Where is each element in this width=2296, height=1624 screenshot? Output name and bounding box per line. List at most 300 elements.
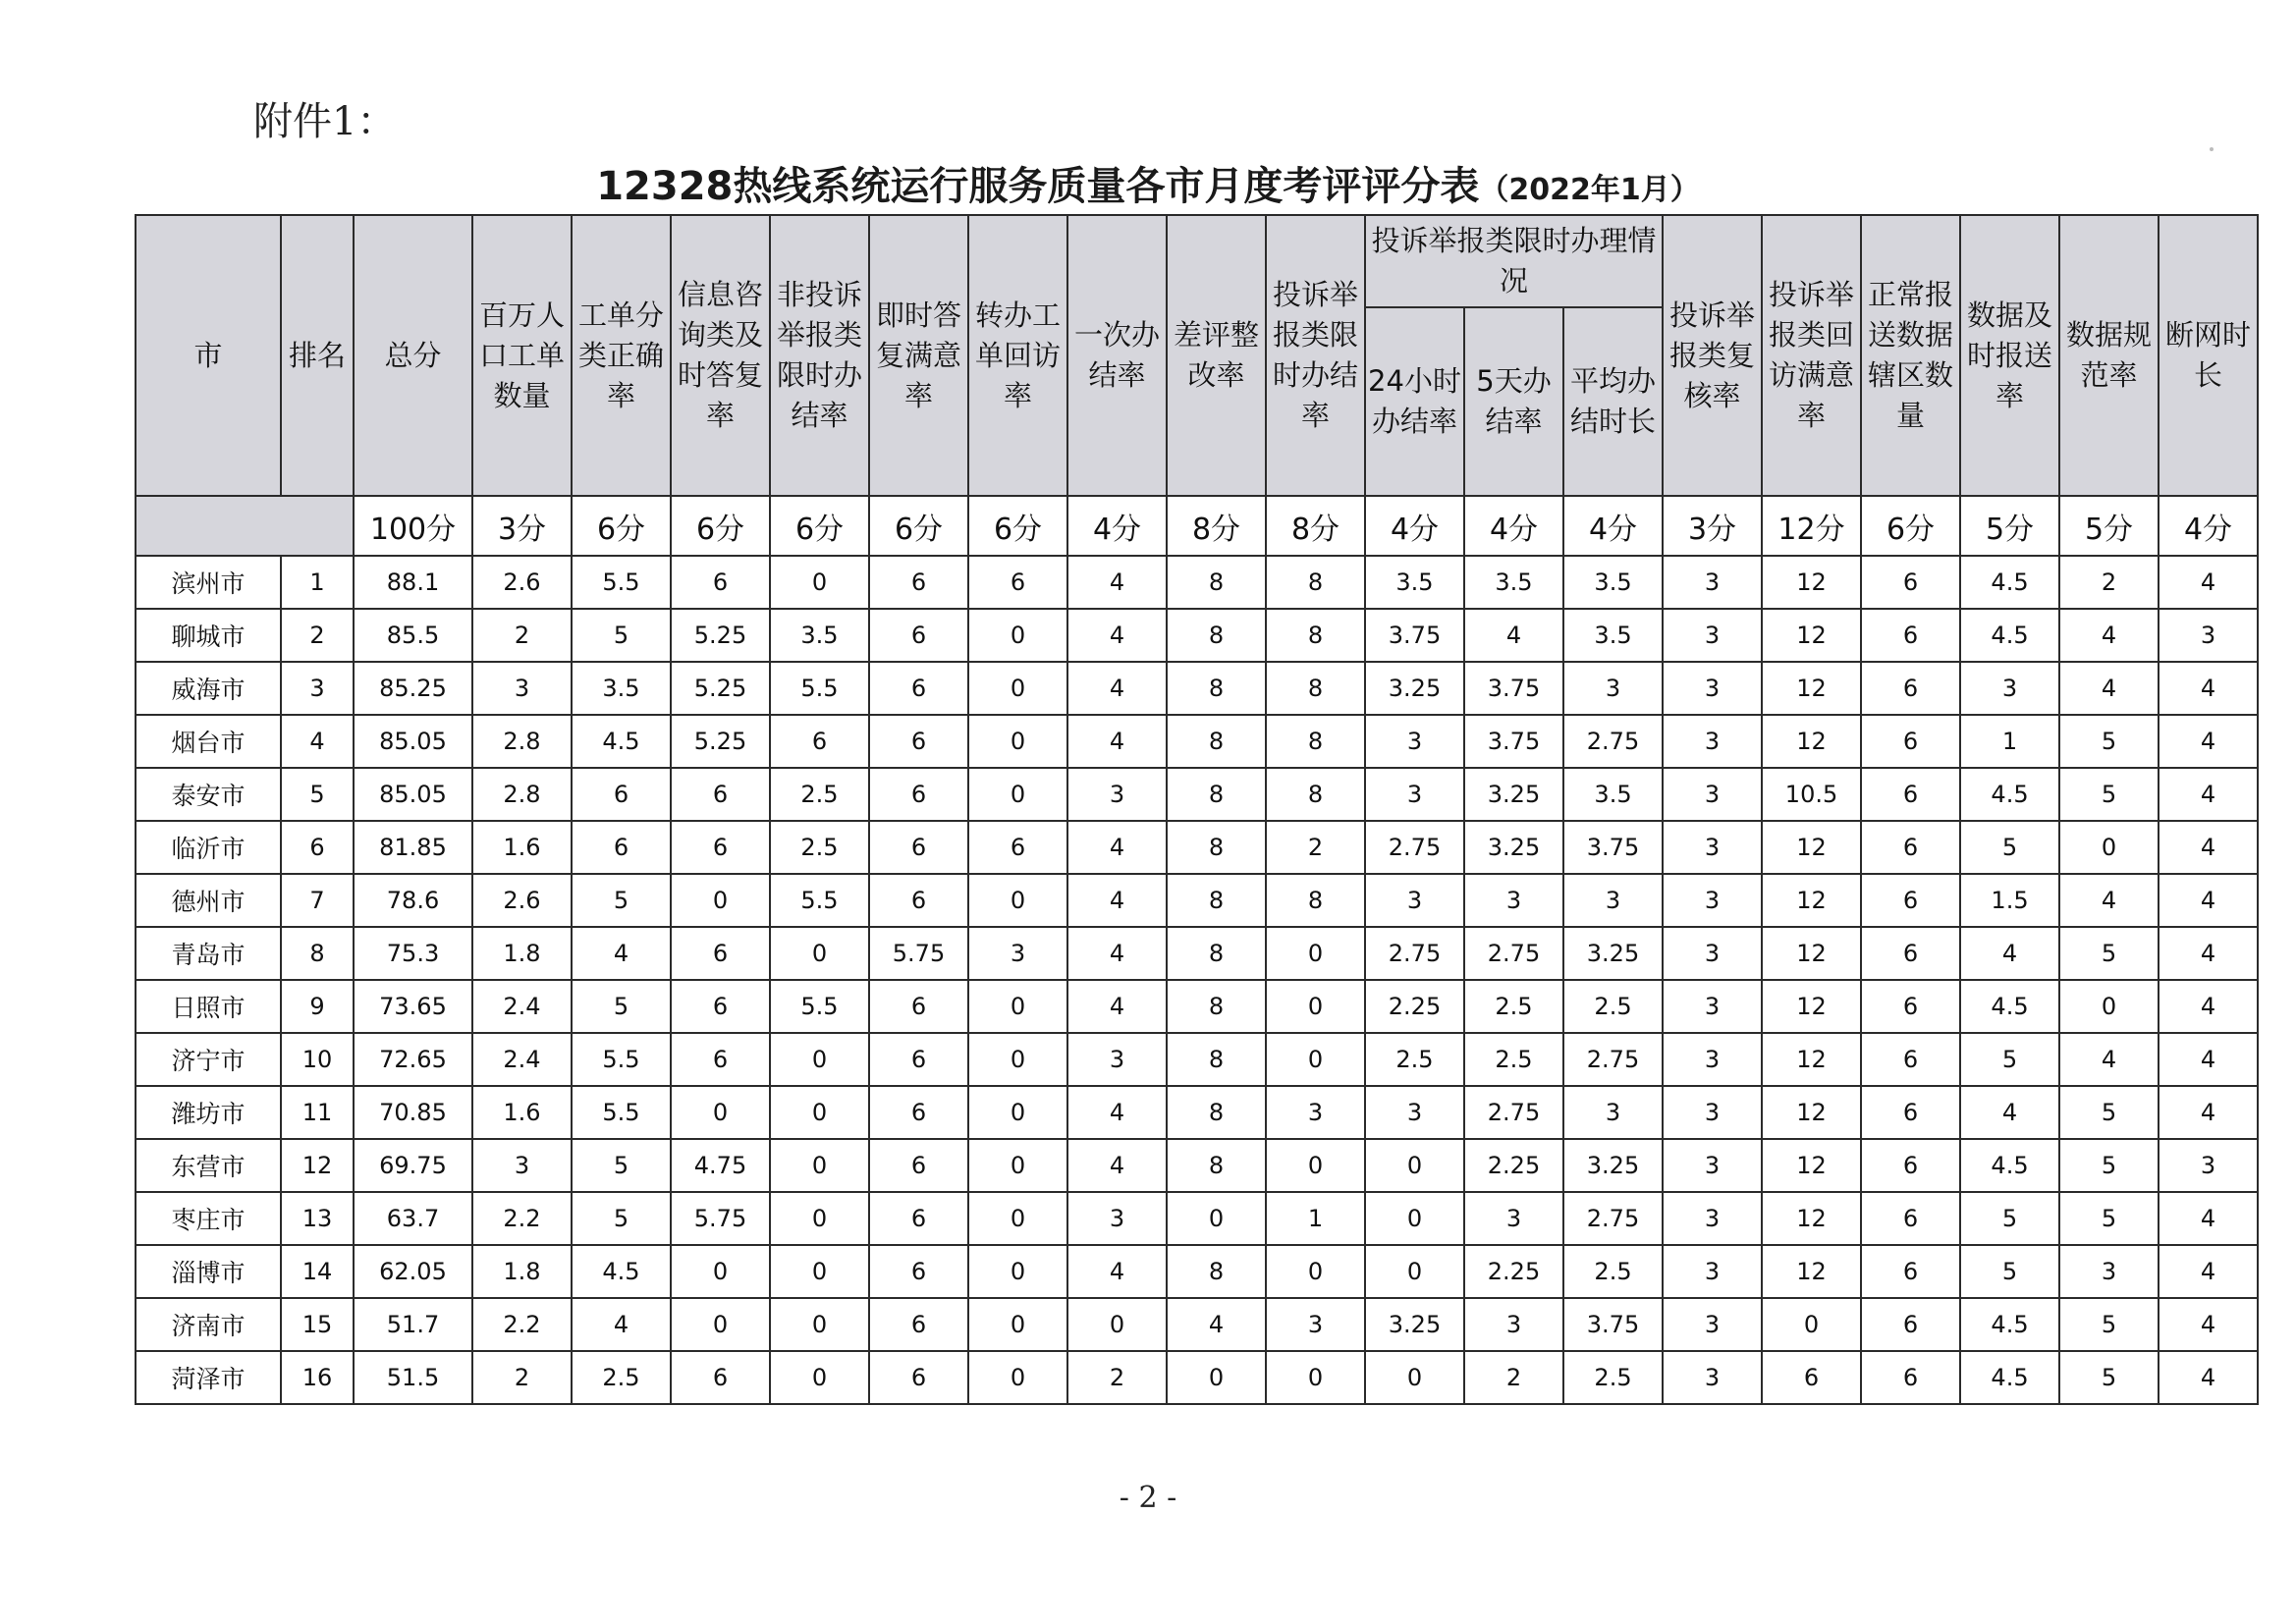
score-cell: 3.25 bbox=[1365, 1298, 1464, 1351]
header-complaint-group: 投诉举报类限时办理情况 bbox=[1365, 215, 1663, 307]
score-cell: 3 bbox=[1365, 768, 1464, 821]
score-cell: 3 bbox=[1663, 1245, 1762, 1298]
score-cell: 6 bbox=[1861, 609, 1960, 662]
score-cell: 5 bbox=[2059, 1139, 2159, 1192]
score-cell: 3 bbox=[472, 662, 572, 715]
score-cell: 3 bbox=[1067, 1033, 1167, 1086]
score-cell: 3 bbox=[1663, 1139, 1762, 1192]
score-cell: 0 bbox=[968, 1086, 1067, 1139]
score-cell: 3.75 bbox=[1563, 821, 1663, 874]
header-row-1 bbox=[136, 215, 2258, 307]
score-cell: 0 bbox=[1266, 1033, 1365, 1086]
header-data-standard: 数据规范率 bbox=[2059, 215, 2159, 496]
score-cell: 3 bbox=[1464, 874, 1563, 927]
total-cell: 85.05 bbox=[354, 715, 472, 768]
score-cell: 1.5 bbox=[1960, 874, 2059, 927]
score-cell: 5 bbox=[2059, 768, 2159, 821]
total-cell: 81.85 bbox=[354, 821, 472, 874]
score-cell: 4 bbox=[2159, 768, 2258, 821]
score-cell: 1.6 bbox=[472, 1086, 572, 1139]
score-cell: 12 bbox=[1762, 874, 1861, 927]
score-cell: 3 bbox=[1464, 1298, 1563, 1351]
score-cell: 3.25 bbox=[1365, 662, 1464, 715]
score-cell: 6 bbox=[1861, 1351, 1960, 1404]
score-cell: 3.5 bbox=[1464, 556, 1563, 609]
score-cell: 8 bbox=[1266, 768, 1365, 821]
total-cell: 75.3 bbox=[354, 927, 472, 980]
score-cell: 4 bbox=[2159, 1033, 2258, 1086]
header-complaint-completion: 投诉举报类限时办结率 bbox=[1266, 215, 1365, 496]
score-cell: 4 bbox=[2159, 556, 2258, 609]
score-cell: 8 bbox=[1167, 927, 1266, 980]
score-cell: 2 bbox=[472, 609, 572, 662]
score-cell: 12 bbox=[1762, 1086, 1861, 1139]
score-cell: 2.5 bbox=[770, 768, 869, 821]
score-cell: 4.5 bbox=[572, 715, 671, 768]
score-cell: 4 bbox=[2059, 1033, 2159, 1086]
score-cell: 0 bbox=[968, 715, 1067, 768]
score-cell: 0 bbox=[1067, 1298, 1167, 1351]
score-cell: 0 bbox=[968, 1192, 1067, 1245]
score-cell: 1.8 bbox=[472, 1245, 572, 1298]
score-cell: 6 bbox=[1861, 874, 1960, 927]
score-cell: 2.5 bbox=[1563, 980, 1663, 1033]
score-cell: 3 bbox=[1663, 1351, 1762, 1404]
score-cell: 8 bbox=[1167, 1139, 1266, 1192]
score-cell: 6 bbox=[1861, 768, 1960, 821]
score-cell: 3 bbox=[2159, 1139, 2258, 1192]
score-cell: 3.75 bbox=[1464, 662, 1563, 715]
points-cell: 100分 bbox=[354, 496, 472, 556]
score-cell: 6 bbox=[1861, 662, 1960, 715]
score-cell: 3 bbox=[1663, 821, 1762, 874]
city-cell: 枣庄市 bbox=[136, 1192, 281, 1245]
score-cell: 6 bbox=[869, 1351, 968, 1404]
points-cell: 6分 bbox=[968, 496, 1067, 556]
score-cell: 0 bbox=[770, 927, 869, 980]
total-cell: 63.7 bbox=[354, 1192, 472, 1245]
score-cell: 3 bbox=[1663, 715, 1762, 768]
score-cell: 0 bbox=[968, 768, 1067, 821]
score-cell: 0 bbox=[1762, 1298, 1861, 1351]
score-cell: 5 bbox=[1960, 1192, 2059, 1245]
score-cell: 12 bbox=[1762, 609, 1861, 662]
score-cell: 5 bbox=[572, 609, 671, 662]
rank-cell: 14 bbox=[281, 1245, 354, 1298]
table-row bbox=[136, 927, 2258, 980]
score-cell: 6 bbox=[770, 715, 869, 768]
score-cell: 12 bbox=[1762, 980, 1861, 1033]
score-cell: 6 bbox=[869, 662, 968, 715]
score-cell: 1.8 bbox=[472, 927, 572, 980]
points-cell: 6分 bbox=[770, 496, 869, 556]
score-cell: 3.25 bbox=[1563, 1139, 1663, 1192]
score-cell: 6 bbox=[572, 768, 671, 821]
total-cell: 51.7 bbox=[354, 1298, 472, 1351]
title-main: 12328热线系统运行服务质量各市月度考评评分表 bbox=[596, 164, 1480, 209]
score-cell: 6 bbox=[869, 1245, 968, 1298]
score-cell: 3 bbox=[1663, 609, 1762, 662]
header-instant-reply-satisfaction: 即时答复满意率 bbox=[869, 215, 968, 496]
rank-cell: 16 bbox=[281, 1351, 354, 1404]
score-cell: 0 bbox=[1266, 1351, 1365, 1404]
rank-cell: 2 bbox=[281, 609, 354, 662]
score-cell: 2 bbox=[1067, 1351, 1167, 1404]
score-cell: 5.75 bbox=[671, 1192, 770, 1245]
score-cell: 12 bbox=[1762, 1192, 1861, 1245]
score-cell: 6 bbox=[671, 927, 770, 980]
score-cell: 0 bbox=[770, 1351, 869, 1404]
score-cell: 3 bbox=[1365, 715, 1464, 768]
score-cell: 6 bbox=[1861, 556, 1960, 609]
table-row bbox=[136, 662, 2258, 715]
score-cell: 4 bbox=[1067, 609, 1167, 662]
points-cell: 8分 bbox=[1167, 496, 1266, 556]
score-cell: 4 bbox=[572, 1298, 671, 1351]
header-city: 市 bbox=[136, 215, 281, 496]
score-cell: 2.75 bbox=[1563, 1033, 1663, 1086]
city-cell: 东营市 bbox=[136, 1139, 281, 1192]
points-cell: 6分 bbox=[671, 496, 770, 556]
score-cell: 2.5 bbox=[1464, 980, 1563, 1033]
score-cell: 0 bbox=[2059, 980, 2159, 1033]
total-cell: 88.1 bbox=[354, 556, 472, 609]
table-row bbox=[136, 556, 2258, 609]
points-cell: 4分 bbox=[1067, 496, 1167, 556]
score-cell: 2 bbox=[472, 1351, 572, 1404]
points-cell: 12分 bbox=[1762, 496, 1861, 556]
score-cell: 4.5 bbox=[1960, 1351, 2059, 1404]
score-cell: 0 bbox=[1266, 927, 1365, 980]
score-cell: 0 bbox=[1365, 1192, 1464, 1245]
score-cell: 6 bbox=[968, 821, 1067, 874]
city-cell: 德州市 bbox=[136, 874, 281, 927]
header-non-complaint-completion: 非投诉举报类限时办结率 bbox=[770, 215, 869, 496]
table-row bbox=[136, 1351, 2258, 1404]
total-cell: 72.65 bbox=[354, 1033, 472, 1086]
score-cell: 2.75 bbox=[1563, 1192, 1663, 1245]
table-row bbox=[136, 715, 2258, 768]
score-cell: 8 bbox=[1266, 556, 1365, 609]
score-cell: 3 bbox=[1365, 874, 1464, 927]
score-cell: 8 bbox=[1167, 1033, 1266, 1086]
points-cell: 5分 bbox=[1960, 496, 2059, 556]
score-cell: 6 bbox=[869, 1298, 968, 1351]
score-cell: 0 bbox=[968, 662, 1067, 715]
city-cell: 泰安市 bbox=[136, 768, 281, 821]
points-cell: 6分 bbox=[572, 496, 671, 556]
score-cell: 6 bbox=[869, 1033, 968, 1086]
score-cell: 2.75 bbox=[1365, 821, 1464, 874]
score-cell: 10.5 bbox=[1762, 768, 1861, 821]
score-cell: 8 bbox=[1167, 768, 1266, 821]
score-cell: 4 bbox=[2159, 715, 2258, 768]
rank-cell: 3 bbox=[281, 662, 354, 715]
score-cell: 2.25 bbox=[1365, 980, 1464, 1033]
score-cell: 2.5 bbox=[1563, 1245, 1663, 1298]
score-cell: 5 bbox=[1960, 821, 2059, 874]
score-cell: 4.5 bbox=[1960, 1139, 2059, 1192]
rank-cell: 6 bbox=[281, 821, 354, 874]
score-cell: 6 bbox=[1861, 1033, 1960, 1086]
score-cell: 4 bbox=[2159, 1245, 2258, 1298]
score-cell: 1 bbox=[1266, 1192, 1365, 1245]
header-24h-completion: 24小时办结率 bbox=[1365, 307, 1464, 496]
header-rank: 排名 bbox=[281, 215, 354, 496]
table-row bbox=[136, 1298, 2258, 1351]
points-cell: 4分 bbox=[1464, 496, 1563, 556]
score-cell: 6 bbox=[869, 1086, 968, 1139]
score-cell: 5.5 bbox=[770, 874, 869, 927]
points-cell: 8分 bbox=[1266, 496, 1365, 556]
score-cell: 4 bbox=[2059, 662, 2159, 715]
total-cell: 85.5 bbox=[354, 609, 472, 662]
points-blank bbox=[136, 496, 354, 556]
title-period: （2022年1月） bbox=[1479, 173, 1700, 207]
score-cell: 3.5 bbox=[1365, 556, 1464, 609]
score-cell: 0 bbox=[968, 1033, 1067, 1086]
score-cell: 4 bbox=[1067, 980, 1167, 1033]
score-cell: 3.75 bbox=[1365, 609, 1464, 662]
score-cell: 5 bbox=[572, 1192, 671, 1245]
score-cell: 5.25 bbox=[671, 662, 770, 715]
rank-cell: 11 bbox=[281, 1086, 354, 1139]
score-cell: 4 bbox=[1067, 1086, 1167, 1139]
score-cell: 0 bbox=[968, 980, 1067, 1033]
rank-cell: 7 bbox=[281, 874, 354, 927]
score-cell: 6 bbox=[572, 821, 671, 874]
rank-cell: 1 bbox=[281, 556, 354, 609]
score-cell: 1 bbox=[1960, 715, 2059, 768]
score-cell: 3 bbox=[1663, 1192, 1762, 1245]
score-cell: 8 bbox=[1167, 821, 1266, 874]
score-cell: 5.5 bbox=[770, 662, 869, 715]
rank-cell: 12 bbox=[281, 1139, 354, 1192]
score-cell: 2.8 bbox=[472, 715, 572, 768]
score-cell: 3 bbox=[1563, 874, 1663, 927]
score-cell: 2.25 bbox=[1464, 1139, 1563, 1192]
header-classification-accuracy: 工单分类正确率 bbox=[572, 215, 671, 496]
score-cell: 2.4 bbox=[472, 980, 572, 1033]
city-cell: 威海市 bbox=[136, 662, 281, 715]
score-cell: 2.75 bbox=[1464, 927, 1563, 980]
table-row bbox=[136, 1086, 2258, 1139]
header-total: 总分 bbox=[354, 215, 472, 496]
score-cell: 12 bbox=[1762, 556, 1861, 609]
score-cell: 0 bbox=[770, 1298, 869, 1351]
rank-cell: 10 bbox=[281, 1033, 354, 1086]
score-cell: 0 bbox=[1167, 1192, 1266, 1245]
score-cell: 8 bbox=[1167, 662, 1266, 715]
score-cell: 3 bbox=[1563, 662, 1663, 715]
score-cell: 8 bbox=[1266, 662, 1365, 715]
rank-cell: 5 bbox=[281, 768, 354, 821]
table-row bbox=[136, 1192, 2258, 1245]
total-cell: 51.5 bbox=[354, 1351, 472, 1404]
score-cell: 4 bbox=[2159, 1298, 2258, 1351]
table-row bbox=[136, 821, 2258, 874]
rank-cell: 4 bbox=[281, 715, 354, 768]
score-cell: 4 bbox=[2059, 609, 2159, 662]
score-cell: 3 bbox=[1663, 1298, 1762, 1351]
score-cell: 3 bbox=[1663, 556, 1762, 609]
score-cell: 5 bbox=[2059, 1192, 2159, 1245]
score-cell: 6 bbox=[671, 821, 770, 874]
header-reporting-districts: 正常报送数据辖区数量 bbox=[1861, 215, 1960, 496]
score-cell: 3.5 bbox=[1563, 768, 1663, 821]
score-cell: 4 bbox=[1067, 821, 1167, 874]
score-cell: 2.75 bbox=[1365, 927, 1464, 980]
score-cell: 3 bbox=[1563, 1086, 1663, 1139]
score-cell: 6 bbox=[671, 768, 770, 821]
score-cell: 6 bbox=[1861, 821, 1960, 874]
score-cell: 5 bbox=[2059, 1351, 2159, 1404]
score-cell: 3 bbox=[1365, 1086, 1464, 1139]
score-cell: 2.5 bbox=[572, 1351, 671, 1404]
score-cell: 0 bbox=[671, 1298, 770, 1351]
table-row bbox=[136, 980, 2258, 1033]
header-avg-duration: 平均办结时长 bbox=[1563, 307, 1663, 496]
table-row bbox=[136, 1139, 2258, 1192]
points-cell: 4分 bbox=[2159, 496, 2258, 556]
score-cell: 0 bbox=[1365, 1139, 1464, 1192]
score-cell: 2.6 bbox=[472, 874, 572, 927]
total-cell: 62.05 bbox=[354, 1245, 472, 1298]
score-table bbox=[135, 214, 2259, 1405]
score-cell: 6 bbox=[968, 556, 1067, 609]
score-cell: 0 bbox=[770, 1033, 869, 1086]
header-data-timely: 数据及时报送率 bbox=[1960, 215, 2059, 496]
score-cell: 12 bbox=[1762, 1139, 1861, 1192]
score-cell: 2.5 bbox=[1464, 1033, 1563, 1086]
score-cell: 2.75 bbox=[1563, 715, 1663, 768]
score-cell: 0 bbox=[1365, 1351, 1464, 1404]
score-cell: 2.75 bbox=[1464, 1086, 1563, 1139]
score-cell: 5 bbox=[2059, 1086, 2159, 1139]
score-cell: 4 bbox=[2059, 874, 2159, 927]
score-cell: 6 bbox=[1861, 1192, 1960, 1245]
header-bad-review-correction: 差评整改率 bbox=[1167, 215, 1266, 496]
score-cell: 3.75 bbox=[1464, 715, 1563, 768]
score-cell: 12 bbox=[1762, 1033, 1861, 1086]
score-cell: 5 bbox=[2059, 1298, 2159, 1351]
total-cell: 85.05 bbox=[354, 768, 472, 821]
score-cell: 5 bbox=[572, 1139, 671, 1192]
score-cell: 2 bbox=[1266, 821, 1365, 874]
score-cell: 3 bbox=[1464, 1192, 1563, 1245]
header-5day-completion: 5天办结率 bbox=[1464, 307, 1563, 496]
score-cell: 0 bbox=[1266, 1245, 1365, 1298]
page-number: - 2 - bbox=[1119, 1481, 1177, 1515]
page-title bbox=[0, 155, 2296, 211]
score-cell: 4 bbox=[2159, 1351, 2258, 1404]
table-body bbox=[136, 556, 2258, 1404]
header-transfer-followup: 转办工单回访率 bbox=[968, 215, 1067, 496]
score-cell: 0 bbox=[968, 1351, 1067, 1404]
score-cell: 4 bbox=[2159, 874, 2258, 927]
score-cell: 2.5 bbox=[770, 821, 869, 874]
score-cell: 5 bbox=[2059, 715, 2159, 768]
score-cell: 3 bbox=[1067, 768, 1167, 821]
score-cell: 12 bbox=[1762, 715, 1861, 768]
city-cell: 聊城市 bbox=[136, 609, 281, 662]
score-cell: 4 bbox=[2159, 662, 2258, 715]
total-cell: 69.75 bbox=[354, 1139, 472, 1192]
city-cell: 滨州市 bbox=[136, 556, 281, 609]
score-cell: 1.6 bbox=[472, 821, 572, 874]
score-cell: 2.4 bbox=[472, 1033, 572, 1086]
score-cell: 3.25 bbox=[1464, 768, 1563, 821]
score-cell: 0 bbox=[1266, 980, 1365, 1033]
score-cell: 6 bbox=[869, 715, 968, 768]
score-cell: 4 bbox=[1067, 715, 1167, 768]
city-cell: 青岛市 bbox=[136, 927, 281, 980]
score-cell: 6 bbox=[869, 821, 968, 874]
points-cell: 3分 bbox=[1663, 496, 1762, 556]
score-cell: 3.75 bbox=[1563, 1298, 1663, 1351]
score-cell: 4.5 bbox=[572, 1245, 671, 1298]
score-cell: 5 bbox=[1960, 1033, 2059, 1086]
city-cell: 潍坊市 bbox=[136, 1086, 281, 1139]
table-row bbox=[136, 768, 2258, 821]
header-complaint-review: 投诉举报类复核率 bbox=[1663, 215, 1762, 496]
score-cell: 0 bbox=[770, 556, 869, 609]
score-cell: 4 bbox=[572, 927, 671, 980]
score-cell: 5.25 bbox=[671, 715, 770, 768]
score-cell: 0 bbox=[968, 1245, 1067, 1298]
score-cell: 6 bbox=[869, 556, 968, 609]
header-info-timely-reply: 信息咨询类及时答复率 bbox=[671, 215, 770, 496]
total-cell: 73.65 bbox=[354, 980, 472, 1033]
attachment-label: 附件1： bbox=[253, 99, 397, 144]
score-cell: 0 bbox=[770, 1245, 869, 1298]
points-cell: 5分 bbox=[2059, 496, 2159, 556]
score-cell: 3 bbox=[1067, 1192, 1167, 1245]
score-cell: 3 bbox=[1266, 1086, 1365, 1139]
score-cell: 4 bbox=[2159, 980, 2258, 1033]
points-cell: 6分 bbox=[1861, 496, 1960, 556]
score-cell: 3 bbox=[1960, 662, 2059, 715]
score-cell: 2.8 bbox=[472, 768, 572, 821]
score-cell: 3.5 bbox=[770, 609, 869, 662]
score-cell: 6 bbox=[671, 1351, 770, 1404]
score-cell: 4.5 bbox=[1960, 1298, 2059, 1351]
table-row bbox=[136, 874, 2258, 927]
score-cell: 4.75 bbox=[671, 1139, 770, 1192]
score-cell: 5 bbox=[572, 980, 671, 1033]
score-cell: 3 bbox=[1663, 1033, 1762, 1086]
rank-cell: 13 bbox=[281, 1192, 354, 1245]
score-cell: 0 bbox=[671, 1245, 770, 1298]
score-cell: 6 bbox=[1861, 980, 1960, 1033]
score-cell: 6 bbox=[869, 1139, 968, 1192]
score-cell: 8 bbox=[1167, 980, 1266, 1033]
score-cell: 8 bbox=[1266, 874, 1365, 927]
score-cell: 12 bbox=[1762, 927, 1861, 980]
city-cell: 烟台市 bbox=[136, 715, 281, 768]
score-cell: 5 bbox=[572, 874, 671, 927]
score-cell: 2.25 bbox=[1464, 1245, 1563, 1298]
score-cell: 8 bbox=[1167, 1086, 1266, 1139]
score-cell: 3 bbox=[472, 1139, 572, 1192]
score-cell: 3 bbox=[1663, 662, 1762, 715]
score-cell: 4 bbox=[2159, 821, 2258, 874]
header-first-time-resolution: 一次办结率 bbox=[1067, 215, 1167, 496]
score-cell: 2.2 bbox=[472, 1298, 572, 1351]
score-cell: 4 bbox=[1067, 1139, 1167, 1192]
score-cell: 5.5 bbox=[770, 980, 869, 1033]
score-cell: 0 bbox=[671, 1086, 770, 1139]
